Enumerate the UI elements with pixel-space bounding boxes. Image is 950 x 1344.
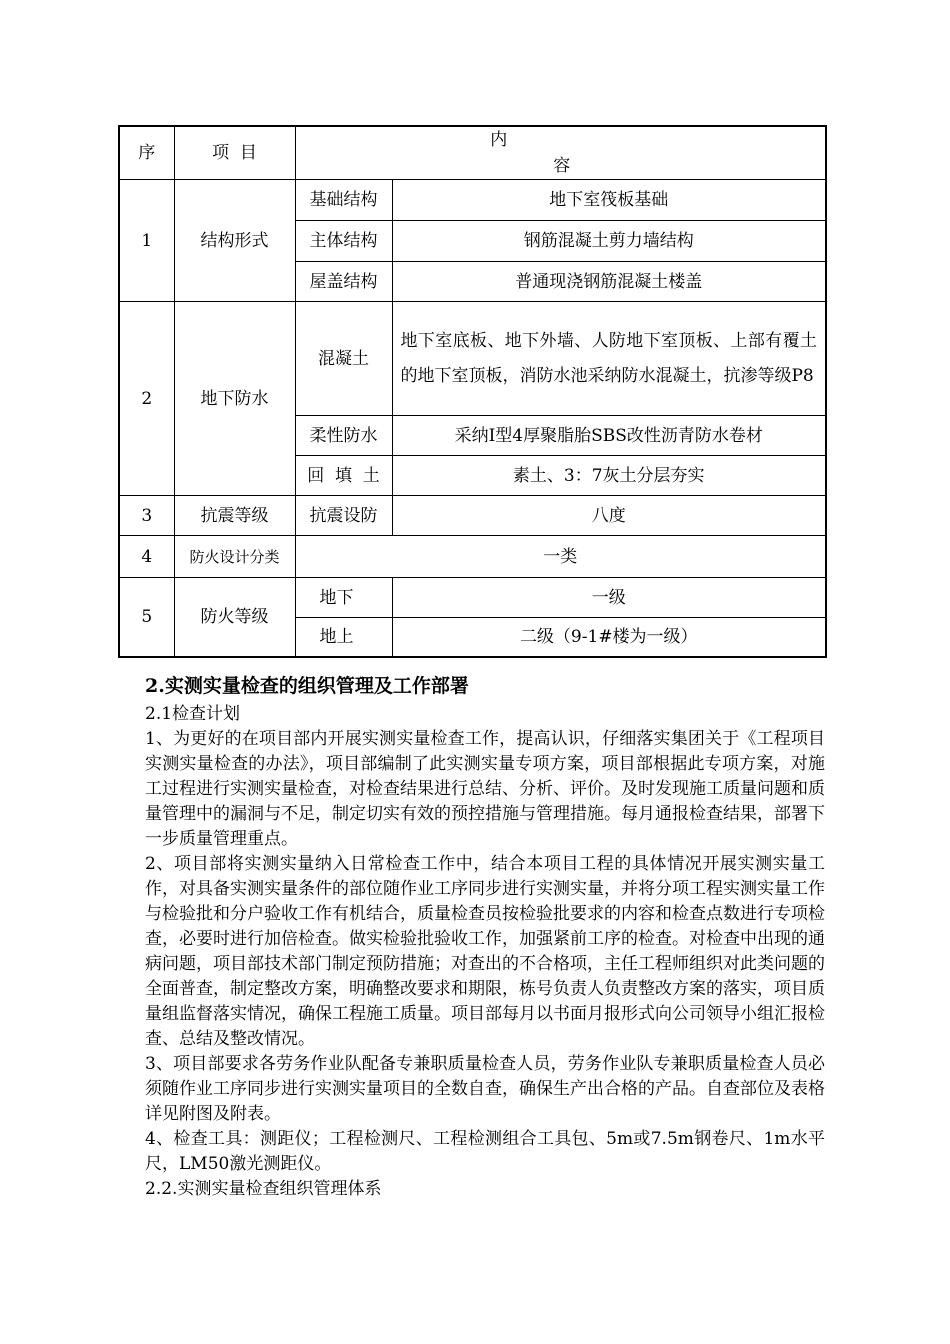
sub-value: 二级（9-1#楼为一级） [392,618,826,657]
sub-label: 抗震设防 [295,496,392,536]
sub-value: 素土、3：7灰土分层夯实 [392,456,826,496]
table-row [119,496,826,536]
table-row [119,180,826,221]
row-no: 2 [119,302,174,496]
row-item: 防火等级 [174,578,295,657]
header-item: 项 目 [174,126,295,180]
sub-label: 屋盖结构 [295,262,392,302]
paragraph: 1、为更好的在项目部内开展实测实量检查工作，提高认识，仔细落实集团关于《工程项目实测实量检查的办法》，项目部编制了此实测实量专项方案，项目部根据此专项方案，对施工过程进行实测实量检查，对检查结果进行总结、分析、评价。及时发现施工质量问题和质量管理中的漏洞与不足，制定切实有效的预控措施与管理措施。每月通报检查结果，部署下一步质量管理重点。 [145,729,825,849]
sub-label: 基础结构 [295,180,392,221]
row-value: 一类 [295,536,826,578]
sub-label: 柔性防水 [295,416,392,456]
sub-label: 地上 [295,618,392,657]
sub-label: 主体结构 [295,221,392,262]
sub-label: 回 填 土 [295,456,392,496]
sub-value: 采纳Ⅰ型4厚聚脂胎SBS改性沥青防水卷材 [392,416,826,456]
subsection-title: 2.2.实测实量检查组织管理体系 [145,1179,382,1199]
table-row [119,302,826,416]
paragraph: 3、项目部要求各劳务作业队配备专兼职质量检查人员，劳务作业队专兼职质量检查人员必须随作业工序同步进行实测实量项目的全数自查，确保生产出合格的产品。自查部位及表格详见附图及附表。 [145,1054,825,1124]
subsection-title: 2.1检查计划 [145,704,241,724]
row-no: 3 [119,496,174,536]
header-content-right: 容 [553,156,571,176]
sub-value: 地下室筏板基础 [392,180,826,221]
sub-value: 八度 [392,496,826,536]
sub-value: 钢筋混凝土剪力墙结构 [392,221,826,262]
section-heading: 2.实测实量检查的组织管理及工作部署 [145,675,469,697]
project-overview-table [118,125,827,658]
section-body [145,670,825,1202]
header-no: 序 [119,126,174,180]
paragraph: 4、检查工具：测距仪；工程检测尺、工程检测组合工具包、5m或7.5m钢卷尺、1m水平尺，LM50激光测距仪。 [145,1129,825,1174]
paragraph: 2、项目部将实测实量纳入日常检查工作中，结合本项目工程的具体情况开展实测实量工作，对具备实测实量条件的部位随作业工序同步进行实测实量，并将分项工程实测实量工作与检验批和分户验收工作有机结合，质量检查员按检验批要求的内容和检查点数进行专项检查，必要时进行加倍检查。做实检验批验收工作，加强紧前工序的检查。对检查中出现的通病问题，项目部技术部门制定预防措施；对查出的不合格项，主任工程师组织对此类问题的全面普查，制定整改方案，明确整改要求和期限，栋号负责人负责整改方案的落实，项目质量组监督落实情况，确保工程施工质量。项目部每月以书面月报形式向公司领导小组汇报检查、总结及整改情况。 [145,854,825,1049]
sub-value: 地下室底板、地下外墙、人防地下室顶板、上部有覆土的地下室顶板，消防水池采纳防水混凝土，抗渗等级P8 [392,302,826,416]
header-content-left: 内 [490,130,508,150]
row-item: 防火设计分类 [174,536,295,578]
row-no: 4 [119,536,174,578]
sub-label: 混凝土 [295,302,392,416]
table-header-row [119,126,826,180]
header-content [295,126,826,180]
sub-value: 普通现浇钢筋混凝土楼盖 [392,262,826,302]
row-item: 地下防水 [174,302,295,496]
table-row [119,536,826,578]
row-no: 5 [119,578,174,657]
table-row [119,578,826,618]
row-no: 1 [119,180,174,302]
row-item: 抗震等级 [174,496,295,536]
sub-label: 地下 [295,578,392,618]
row-item: 结构形式 [174,180,295,302]
sub-value: 一级 [392,578,826,618]
